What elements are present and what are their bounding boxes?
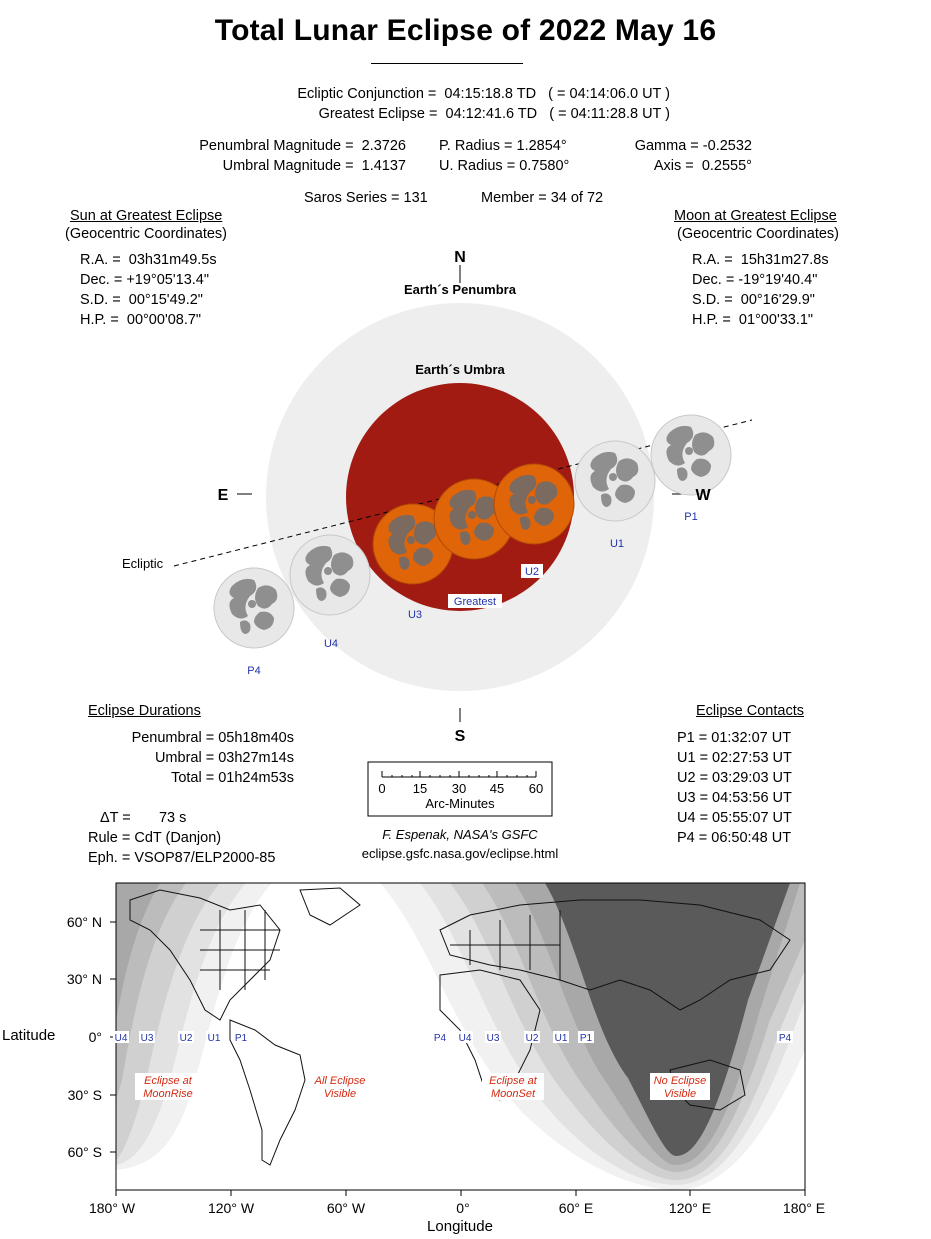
sun-dec: Dec. = +19°05'13.4" [80,272,209,288]
region-moonrise-2: MoonRise [143,1088,193,1100]
moon-heading: Moon at Greatest Eclipse [674,208,837,224]
moon-u2 [494,464,574,544]
sun-sd: S.D. = 00°15'49.2" [80,292,203,308]
north-label: N [454,249,466,266]
region-all-2: Visible [323,1088,357,1100]
south-label: S [454,728,466,745]
contact-u3-label: U3 [407,609,423,621]
map-left-u2: U2 [179,1033,193,1044]
lon-60w: 60° W [326,1200,366,1216]
ecliptic-conjunction: Ecliptic Conjunction = 04:15:18.8 TD ( = 04:14:06.0 UT ) [297,86,670,102]
region-moonrise-1: Eclipse at [144,1075,192,1087]
duration-total: Total = 01h24m53s [171,770,294,786]
map-right-u1: U1 [554,1033,568,1044]
scale-tick-60: 60 [528,781,544,796]
lat-60n: 60° N [66,914,102,930]
umbra-radius: U. Radius = 0.7580° [439,158,570,174]
region-moonset-1: Eclipse at [489,1075,537,1087]
sun-ra: R.A. = 03h31m49.5s [80,252,217,268]
region-none-1: No Eclipse [653,1075,707,1087]
moon-hp: H.P. = 01°00'33.1" [692,312,814,328]
moon-sd: S.D. = 00°16'29.9" [692,292,815,308]
delta-t: ΔT = 73 s [100,810,187,826]
contact-p4-time: P4 = 06:50:48 UT [677,830,792,846]
contact-u4-time: U4 = 05:55:07 UT [677,810,792,826]
penumbral-magnitude: Penumbral Magnitude = 2.3726 [199,138,406,154]
duration-umbral: Umbral = 03h27m14s [154,750,294,766]
sun-heading: Sun at Greatest Eclipse [70,208,223,224]
lon-0: 0° [456,1200,470,1216]
map-right-p1: P1 [579,1033,593,1044]
scale-tick-0: 0 [378,781,386,796]
umbral-magnitude: Umbral Magnitude = 1.4137 [222,158,406,174]
moon-p1 [651,415,731,495]
credit-url: eclipse.gsfc.nasa.gov/eclipse.html [361,846,559,861]
moon-u1 [575,441,655,521]
lat-60s: 60° S [67,1144,102,1160]
moon-u4 [290,535,370,615]
latitude-axis-label: Latitude [2,1027,56,1044]
contact-u2-label: U2 [524,566,540,578]
axis: Axis = 0.2555° [653,158,752,174]
contact-u4-label: U4 [323,638,339,650]
map-left-u4: U4 [114,1033,128,1044]
saros-series: Saros Series = 131 [304,190,428,206]
moon-ra: R.A. = 15h31m27.8s [692,252,829,268]
east-label: E [217,487,229,504]
lon-120e: 120° E [668,1200,712,1216]
scale-tick-30: 30 [451,781,467,796]
credit-author: F. Espenak, NASA's GSFC [382,827,538,842]
lon-180e: 180° E [782,1200,826,1216]
region-none-2: Visible [663,1088,697,1100]
moon-subheading: (Geocentric Coordinates) [677,226,839,242]
lat-0: 0° [88,1029,102,1045]
lat-30n: 30° N [66,971,102,987]
durations-heading: Eclipse Durations [88,703,201,719]
contact-u1-label: U1 [609,538,625,550]
map-right-u2: U2 [525,1033,539,1044]
contact-p4-label: P4 [247,665,261,677]
greatest-label: Greatest [453,596,497,608]
page-title: Total Lunar Eclipse of 2022 May 16 [214,14,717,47]
moon-dec: Dec. = -19°19'40.4" [692,272,818,288]
map-left-p1: P1 [234,1033,248,1044]
lat-30s: 30° S [67,1087,102,1103]
map-left-u3: U3 [140,1033,154,1044]
greatest-eclipse: Greatest Eclipse = 04:12:41.6 TD ( = 04:11:28.8 UT ) [318,106,670,122]
penumbra-label: Earth´s Penumbra [404,282,516,297]
contact-u3-time: U3 = 04:53:56 UT [677,790,792,806]
penumbra-radius: P. Radius = 1.2854° [439,138,567,154]
contact-u2-time: U2 = 03:29:03 UT [677,770,792,786]
scale-tick-15: 15 [412,781,428,796]
sun-hp: H.P. = 00°00'08.7" [80,312,202,328]
contacts-heading: Eclipse Contacts [696,703,804,719]
scale-ticks [382,771,536,777]
contact-p1-time: P1 = 01:32:07 UT [677,730,792,746]
lon-120w: 120° W [207,1200,255,1216]
lon-60e: 60° E [558,1200,594,1216]
map-left-u1: U1 [207,1033,221,1044]
umbra-label: Earth´s Umbra [415,362,505,377]
contact-u1-time: U1 = 02:27:53 UT [677,750,792,766]
sun-subheading: (Geocentric Coordinates) [65,226,227,242]
west-label: W [695,487,711,504]
visibility-map [0,870,931,1239]
region-moonset-2: MoonSet [490,1088,536,1100]
map-right-p4: P4 [433,1033,447,1044]
moon-p4 [214,568,294,648]
lon-180w: 180° W [88,1200,136,1216]
duration-penumbral: Penumbral = 05h18m40s [131,730,294,746]
contact-p1-label: P1 [684,511,698,523]
saros-member: Member = 34 of 72 [481,190,604,206]
scale-tick-45: 45 [489,781,505,796]
rule: Rule = CdT (Danjon) [88,830,222,846]
ecliptic-label: Ecliptic [122,556,164,571]
gamma: Gamma = -0.2532 [634,138,752,154]
map-right-u4: U4 [458,1033,472,1044]
scale-label: Arc-Minutes [425,796,495,811]
map-right-u3: U3 [486,1033,500,1044]
longitude-axis-label: Longitude [427,1218,493,1235]
map-far-right-p4: P4 [778,1033,792,1044]
region-all-1: All Eclipse [314,1075,366,1087]
ephemeris: Eph. = VSOP87/ELP2000-85 [88,850,276,866]
